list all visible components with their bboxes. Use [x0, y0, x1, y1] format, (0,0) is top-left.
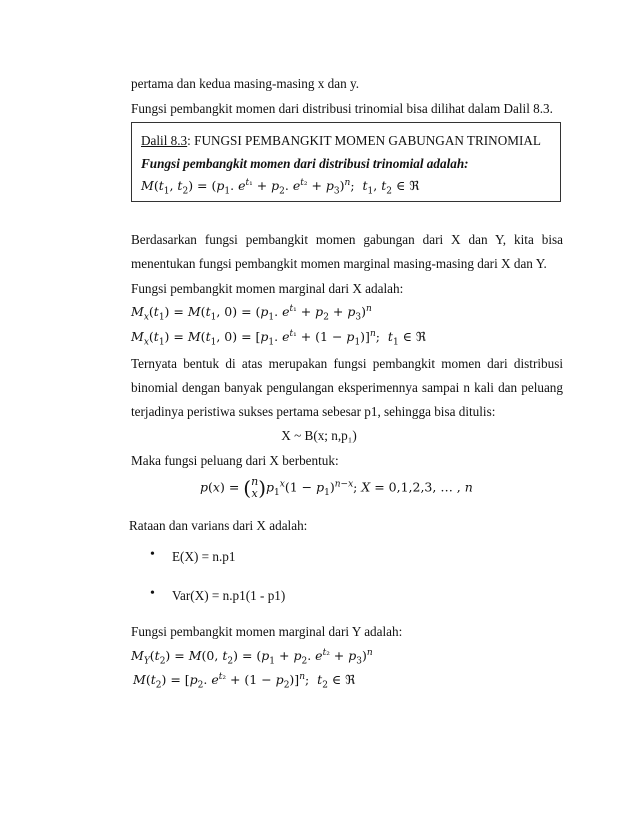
- paragraph-line: Rataan dan varians dari X adalah:: [129, 518, 308, 533]
- bullet-item: E(X) = n.p1: [172, 549, 236, 564]
- equation-my-2: $M(t_2) = [p_2$. $e^{t_2} + (1 - p_2)]^n$; $t_2$ ∈ ℜ: [133, 672, 356, 691]
- bullet-icon: •: [150, 547, 155, 562]
- theorem-equation: $M(t_1$, $t_2) = (p_1$. $e^{t_1} + p_2$. $e^{t_2} + p_3)^n$; $t_1$, $t_2$ ∈ ℜ: [141, 178, 420, 197]
- theorem-reference: Dalil 8.3: [141, 133, 188, 148]
- bullet-item: Var(X) = n.p1(1 - p1): [172, 588, 286, 603]
- paragraph-line: terjadinya peristiwa sukses pertama sebesar p1, sehingga bisa ditulis:: [131, 404, 496, 419]
- equation-my-1: $M_Y(t_2) = M(0$, $t_2) = (p_1 + p_2$. $e^{t_2} + p_3)^n$: [131, 648, 373, 667]
- paragraph-line: pertama dan kedua masing-masing x dan y.: [131, 76, 360, 91]
- theorem-title: [141, 133, 541, 149]
- paragraph-line: Fungsi pembangkit momen dari distribusi trinomial bisa dilihat dalam Dalil 8.3.: [131, 101, 553, 116]
- paragraph-line: Ternyata bentuk di atas merupakan fungsi pembangkit momen dari distribusi: [131, 356, 563, 371]
- theorem-box: [131, 122, 561, 202]
- paragraph-line: binomial dengan banyak pengulangan eksperimennya sampai n kali dan peluang: [131, 380, 563, 395]
- paragraph-line: Fungsi pembangkit momen marginal dari X adalah:: [131, 281, 404, 296]
- paragraph-line: Fungsi pembangkit momen marginal dari Y adalah:: [131, 624, 403, 639]
- distribution-notation: X ~ B(x; n,p₁): [281, 428, 357, 443]
- paragraph-line: Berdasarkan fungsi pembangkit momen gabungan dari X dan Y, kita bisa: [131, 232, 563, 247]
- bullet-icon: •: [150, 586, 155, 601]
- theorem-subtitle: Fungsi pembangkit momen dari distribusi trinomial adalah:: [141, 156, 469, 171]
- paragraph-line: menentukan fungsi pembangkit momen marginal masing-masing dari X dan Y.: [131, 256, 547, 271]
- equation-mx-2: $M_x(t_1) = M(t_1$, $0) = [p_1$. $e^{t_1} + (1 - p_1)]^n$; $t_1$ ∈ ℜ: [131, 329, 427, 348]
- equation-px: p(x) = (n $x)p_1^x(1 - p_1)^{n-x}$; X = 0,1,2,3, … , n: [200, 475, 473, 500]
- theorem-title-text: : FUNGSI PEMBANGKIT MOMEN GABUNGAN TRINOMIAL: [187, 133, 541, 148]
- equation-mx-1: $M_x(t_1) = M(t_1$, $0) = (p_1$. $e^{t_1} + p_2 + p_3)^n$: [131, 304, 372, 323]
- paragraph-line: Maka fungsi peluang dari X berbentuk:: [131, 453, 339, 468]
